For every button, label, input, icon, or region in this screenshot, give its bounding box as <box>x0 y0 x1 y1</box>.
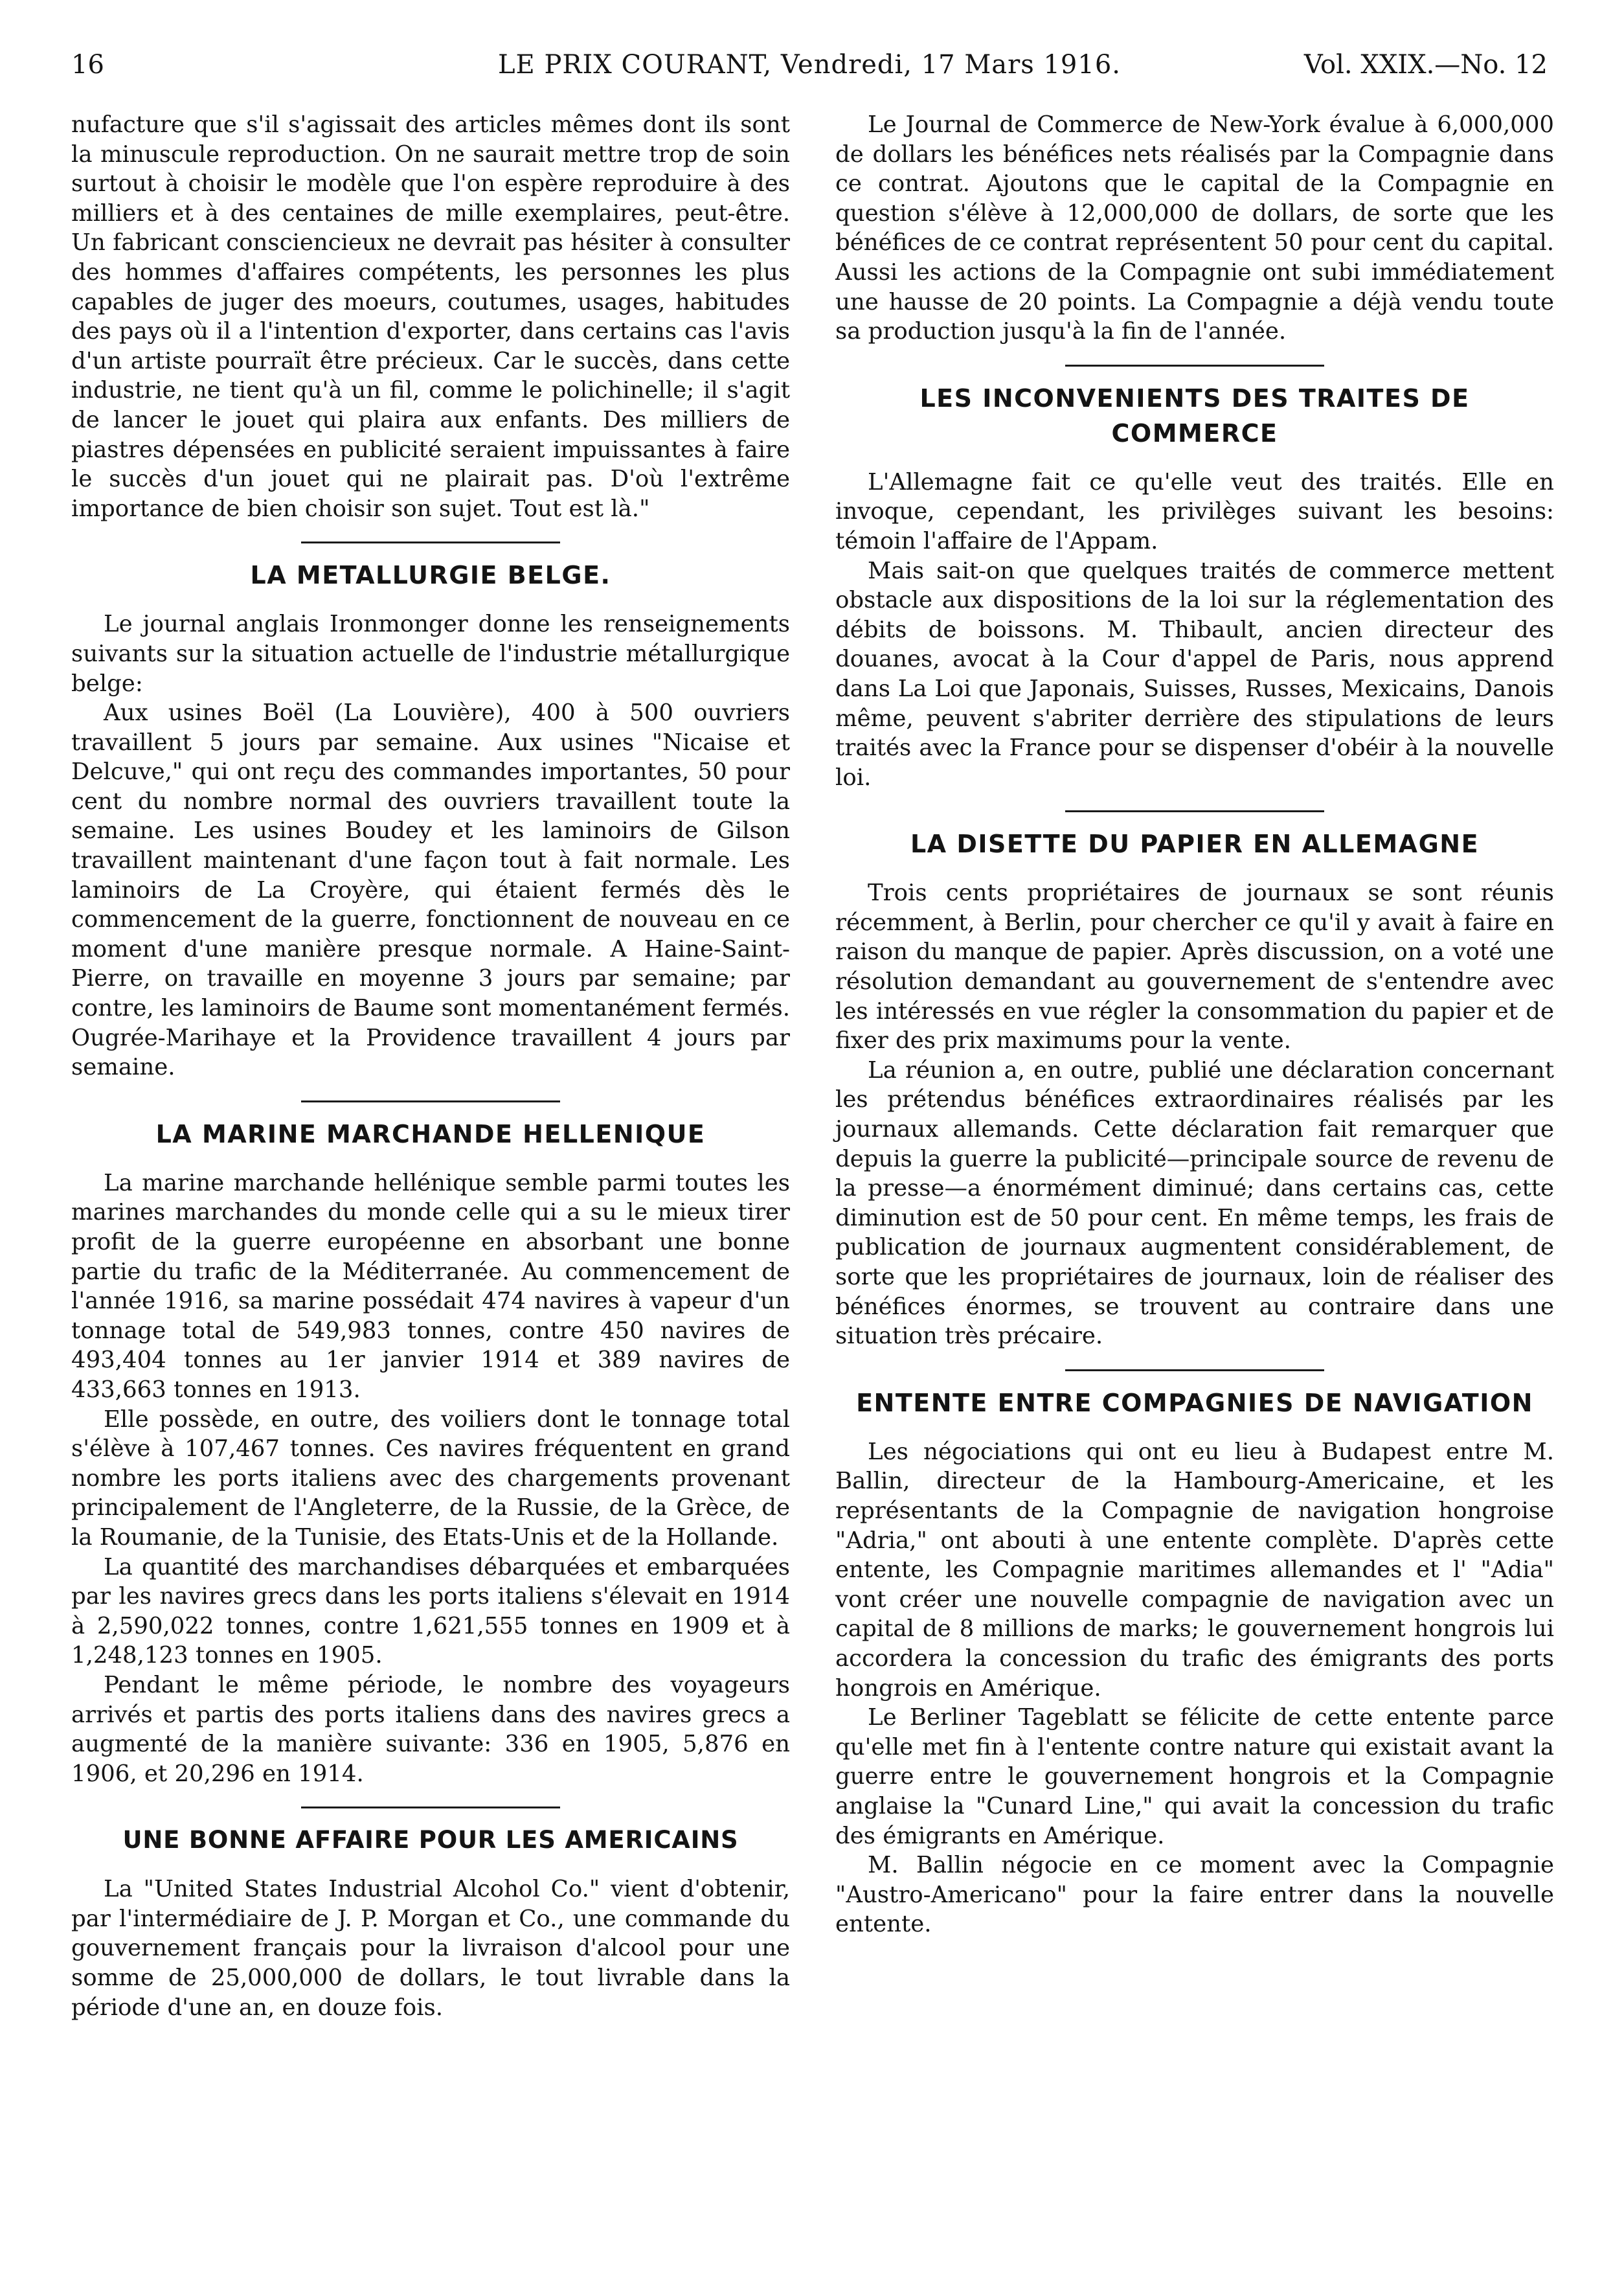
article-paragraph: Le journal anglais Ironmonger donne les renseignements suivants sur la situation actuelle de l'industrie métallurgique belge: <box>71 611 790 697</box>
article-marine-marchande <box>71 1117 790 1788</box>
article-paragraph: M. Ballin négocie en ce moment avec la Compagnie "Austro-Americano" pour la faire entrer dans la nouvelle entente. <box>835 1852 1554 1938</box>
section-divider <box>1065 810 1324 812</box>
intro-paragraph: nufacture que s'il s'agissait des articles mêmes dont ils sont la minuscule reproduction. On ne saurait mettre trop de soin surtout à choisir le modèle que l'on espère reproduire à des milliers et à des centaines de mille exemplaires, peut-être. Un fabricant consciencieux ne devrait pas hésiter à consulter des hommes d'affaires compétents, les personnes les plus capables de juger des moeurs, coutumes, usages, habitudes des pays où il a l'intention d'exporter, dans certains cas l'avis d'un artiste pourraït être précieux. Car le succès, dans cette industrie, ne tient qu'à un fil, comme le polichinelle; il s'agit de lancer le jouet qui plaira aux enfants. Des milliers de piastres dépensées en publicité seraient impuissantes à faire le succès d'un jouet qui ne plairait pas. D'où l'extrême importance de bien choisir son sujet. Tout est là." <box>71 111 790 522</box>
article-title: UNE BONNE AFFAIRE POUR LES AMERICAINS <box>122 1826 739 1854</box>
article-title: LES INCONVENIENTS DES TRAITES DE COMMERCE <box>919 383 1470 448</box>
article-paragraph: La "United States Industrial Alcohol Co." vient d'obtenir, par l'intermédiaire de J. P. Morgan et Co., une commande du gouvernement français pour la livraison d'alcool pour une somme de 25,000,000 de dollars, le tout livrable dans la période d'une an, en douze fois. <box>71 1876 790 2021</box>
article-title: LA DISETTE DU PAPIER EN ALLEMAGNE <box>910 830 1480 859</box>
section-divider <box>301 1100 560 1102</box>
article-paragraph: Elle possède, en outre, des voiliers dont le tonnage total s'élève à 107,467 tonnes. Ces navires fréquentent en grand nombre les ports italiens avec des chargements provenant principalement de l'Angleterre, de la Russie, de la Grèce, de la Roumanie, de la Tunisie, des Etats-Unis et de la Hollande. <box>71 1406 790 1551</box>
article-paragraph: La quantité des marchandises débarquées et embarquées par les navires grecs dans les ports italiens s'élevait en 1914 à 2,590,022 tonnes, contre 1,621,555 tonnes en 1909 et à 1,248,123 tonnes en 1905. <box>71 1553 790 1669</box>
article-paragraph: Aux usines Boël (La Louvière), 400 à 500 ouvriers travaillent 5 jours par semaine. Aux usines "Nicaise et Delcuve," qui ont reçu des commandes importantes, 50 pour cent du nombre normal des ouvriers travaillent toute la semaine. Les usines Boudey et les laminoirs de Gilson travaillent maintenant d'une façon tout à fait normale. Les laminoirs de La Croyère, qui étaient fermés dès le commencement de la guerre, fonctionnent de nouveau en ce moment d'une manière presque normale. A Haine-Saint-Pierre, on travaille en moyenne 3 jours par semaine; par contre, les laminoirs de Baume sont momentanément fermés. Ougrée-Marihaye et la Providence travaillent 4 jours par semaine. <box>71 700 790 1081</box>
page-header <box>71 45 1548 84</box>
left-column <box>71 110 790 2022</box>
article-paragraph: Mais sait-on que quelques traités de commerce mettent obstacle aux dispositions de la loi sur la réglementation des débits de boissons. M. Thibault, ancien directeur des douanes, avocat à la Cour d'appel de Paris, nous apprend dans La Loi que Japonais, Suisses, Russes, Mexicains, Danois même, peuvent s'abriter derrière des stipulations de leurs traités avec la France pour se dispenser d'obéir à la nouvelle loi. <box>835 557 1554 791</box>
article-paragraph: La réunion a, en outre, publié une déclaration concernant les prétendus bénéfices extraordinaires réalisés par les journaux allemands. Cette déclaration fait remarquer que depuis la guerre la publicité—principale source de revenu de la presse—a énormément diminué; dans certains cas, cette diminution est de 50 pour cent. En même temps, les frais de publication de journaux augmentent considérablement, de sorte que les propriétaires de journaux, loin de réaliser des bénéfices énormes, se trouvent au contraire dans une situation très précaire. <box>835 1056 1554 1350</box>
section-divider <box>301 541 560 543</box>
article-title: ENTENTE ENTRE COMPAGNIES DE NAVIGATION <box>856 1388 1533 1417</box>
article-paragraph: L'Allemagne fait ce qu'elle veut des traités. Elle en invoque, cependant, les privilèges suivant les besoins: témoin l'affaire de l'Appam. <box>835 468 1554 554</box>
publication-title: LE PRIX COURANT, Vendredi, 17 Mars 1916. <box>497 50 1121 80</box>
article-bonne-affaire <box>71 1823 790 2022</box>
section-divider <box>301 1807 560 1808</box>
article-paragraph: Trois cents propriétaires de journaux se sont réunis récemment, à Berlin, pour chercher ce qu'il y avait à faire en raison du manque de papier. Après discussion, on a voté une résolution demandant au gouvernement de s'entendre avec les intéressés en vue régler la consommation du papier et de fixer des prix maximums pour la vente. <box>835 880 1554 1054</box>
section-divider <box>1065 1369 1324 1371</box>
article-paragraph: Pendant le même période, le nombre des voyageurs arrivés et partis des ports italiens dans des navires grecs a augmenté de la manière suivante: 336 en 1905, 5,876 en 1906, et 20,296 en 1914. <box>71 1671 790 1787</box>
article-inconvenients-traites <box>835 381 1554 793</box>
article-disette-papier <box>835 826 1554 1351</box>
article-title: LA METALLURGIE BELGE. <box>250 561 611 590</box>
volume-number: Vol. XXIX.—No. 12 <box>1303 50 1548 80</box>
section-divider <box>1065 365 1324 367</box>
article-metallurgie-belge <box>71 558 790 1082</box>
intro-paragraph: Le Journal de Commerce de New-York évalue à 6,000,000 de dollars les bénéfices nets réalisés par la Compagnie dans ce contrat. Ajoutons que le capital de la Compagnie en question s'élève à 12,000,000 de dollars, de sorte que les bénéfices de ce contrat représentent 50 pour cent du capital. Aussi les actions de la Compagnie ont subi immédiatement une hausse de 20 points. La Compagnie a déjà vendu toute sa production jusqu'à la fin de l'année. <box>835 111 1554 345</box>
article-entente-navigation <box>835 1385 1554 1939</box>
article-paragraph: Le Berliner Tageblatt se félicite de cette entente parce qu'elle met fin à l'entente contre nature qui existait avant la guerre entre le gouvernement hongrois et la Compagnie anglaise la "Cunard Line," qui avait la concession du trafic des émigrants en Amérique. <box>835 1704 1554 1849</box>
page-number: 16 <box>71 50 104 80</box>
article-title: LA MARINE MARCHANDE HELLENIQUE <box>155 1119 706 1148</box>
article-paragraph: Les négociations qui ont eu lieu à Budapest entre M. Ballin, directeur de la Hambourg-Americaine, et les représentants de la Compagnie de navigation hongroise "Adria," ont abouti à une entente complète. D'après cette entente, les Compagnie maritimes allemandes et l' "Adia" vont créer une nouvelle compagnie de navigation avec un capital de 8 millions de marks; le gouvernement hongrois lui accordera la concession du trafic des émigrants des ports hongrois en Amérique. <box>835 1438 1554 1702</box>
article-paragraph: La marine marchande hellénique semble parmi toutes les marines marchandes du monde celle qui a su le mieux tirer profit de la guerre européenne en absorbant une bonne partie du trafic de la Méditerranée. Au commencement de l'année 1916, sa marine possédait 474 navires à vapeur d'un tonnage total de 549,983 tonnes, contre 450 navires de 493,404 tonnes au 1er janvier 1914 et 389 navires de 433,663 tonnes en 1913. <box>71 1169 790 1403</box>
right-column <box>835 110 1554 1939</box>
